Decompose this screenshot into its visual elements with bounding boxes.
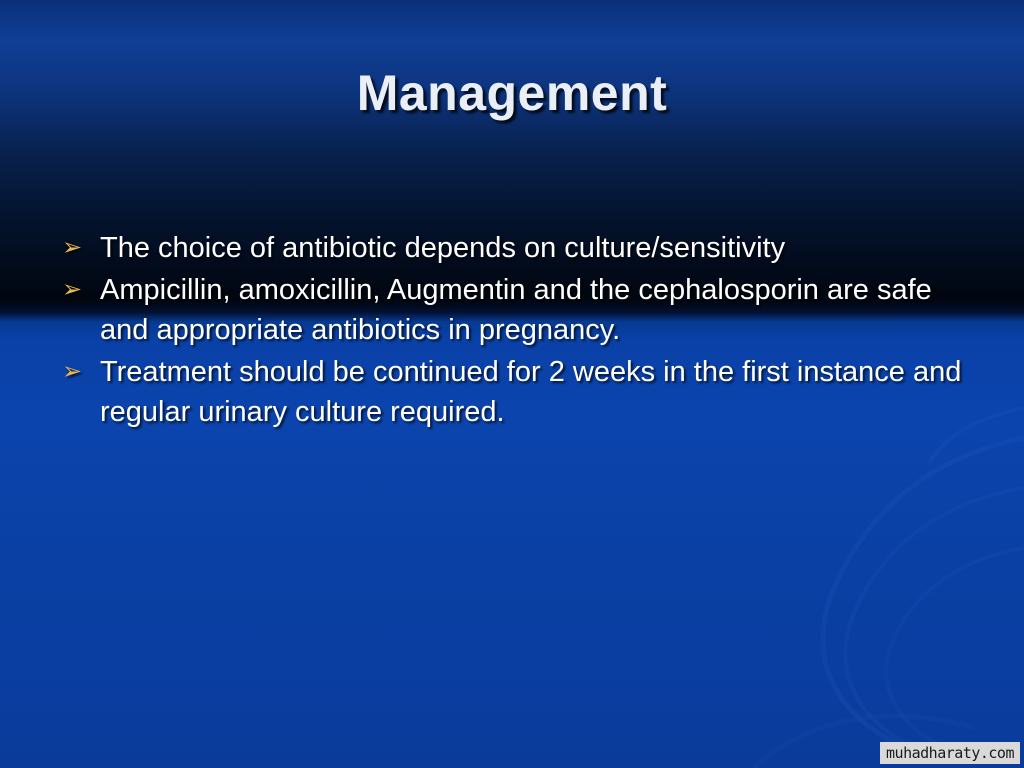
arrow-bullet-icon: ➢	[62, 358, 83, 385]
arrow-bullet-icon: ➢	[62, 276, 83, 303]
bullet-list	[52, 228, 976, 434]
list-item	[52, 270, 976, 350]
list-item-text: The choice of antibiotic depends on culture/sensitivity	[100, 232, 786, 264]
list-item	[52, 228, 976, 268]
list-item-text: Treatment should be continued for 2 weeks in the first instance and regular urinary culture required.	[100, 356, 962, 428]
arrow-bullet-icon: ➢	[62, 234, 83, 261]
watermark-label: muhadharaty.com	[880, 742, 1020, 764]
list-item	[52, 352, 976, 432]
slide-title: Management	[356, 65, 668, 121]
list-item-text: Ampicillin, amoxicillin, Augmentin and the cephalosporin are safe and appropriate antibiotics in pregnancy.	[100, 274, 932, 346]
